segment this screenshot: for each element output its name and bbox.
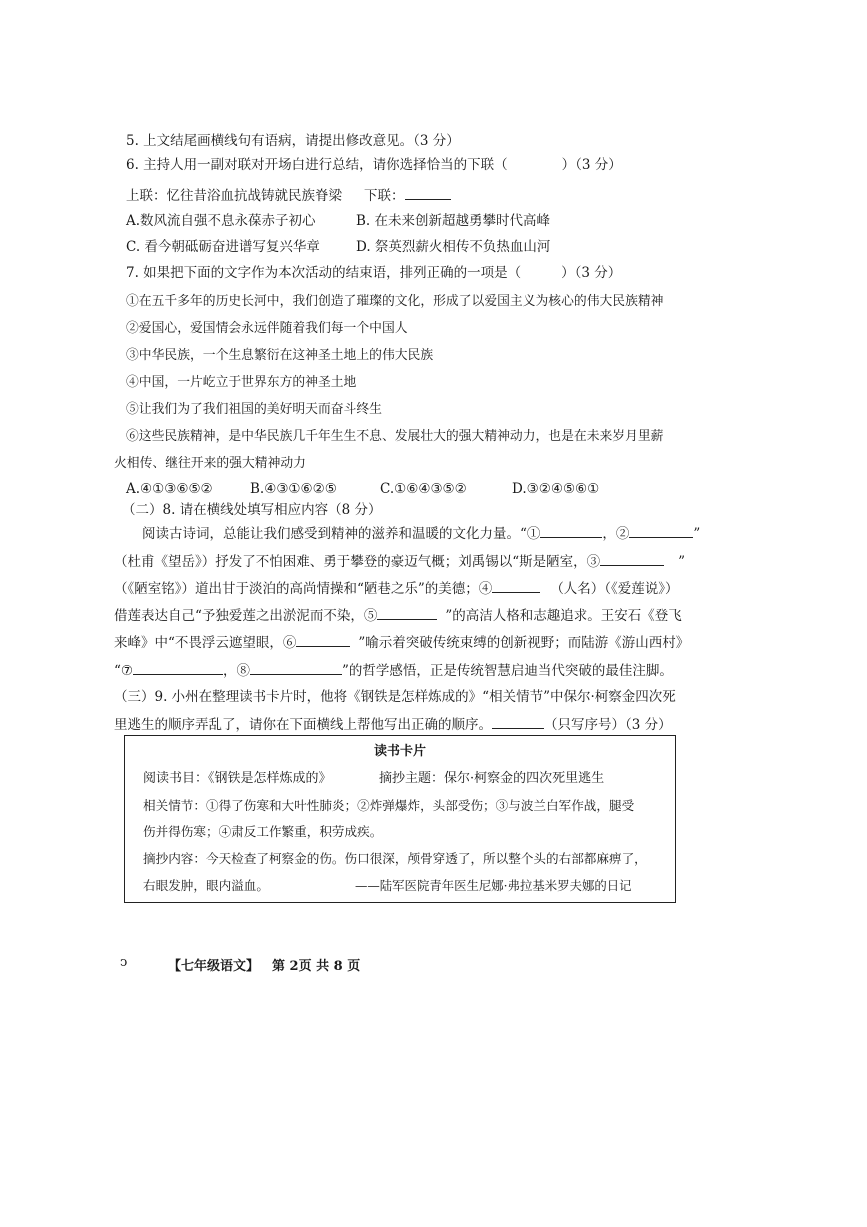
q8-line-4: 借莲表达自己“予独爱莲之出淤泥而不染，⑤ ”的高洁人格和志趣追求。王安石《登飞 <box>114 605 682 626</box>
blank-5[interactable] <box>377 605 437 620</box>
reading-card <box>124 735 676 903</box>
q6-option-d: D. 祭英烈薪火相传不负热血山河 <box>356 239 551 255</box>
blank-2[interactable] <box>629 523 693 538</box>
q8-line-3: （《陋室铭》）道出甘于淡泊的高尚情操和“陋巷之乐”的美德；④ （人名）（《爱莲说》） <box>114 578 679 599</box>
q7-item: ⑤让我们为了我们祖国的美好明天而奋斗终生 <box>126 402 382 417</box>
q8-line-6: “⑦ ，⑧ ”的哲学感悟，正是传统智慧启迪当代突破的最佳注脚。 <box>114 660 673 681</box>
q9-line-1: （三）9. 小州在整理读书卡片时，他将《钢铁是怎样炼成的》“相关情节”中保尔·柯察金四次死 <box>114 689 676 705</box>
q7-item: ①在五千多年的历史长河中，我们创造了璀璨的文化，形成了以爱国主义为核心的伟大民族精神 <box>126 294 664 309</box>
q7-item: ④中国，一片屹立于世界东方的神圣土地 <box>126 375 357 390</box>
card-excerpt-line-2: 右眼发肿，眼内溢血。 <box>143 878 269 893</box>
blank-4[interactable] <box>492 578 540 593</box>
card-book: 阅读书目：《钢铁是怎样炼成的》 <box>143 771 332 786</box>
q7-stem: 7. 如果把下面的文字作为本次活动的结束语，排列正确的一项是（ ）（3 分） <box>126 265 622 281</box>
card-excerpt-line-1: 摘抄内容：今天检查了柯察金的伤。伤口很深，颅骨穿透了，所以整个头的右部都麻痹了， <box>143 851 647 866</box>
q8-line-5: 来峰》中“不畏浮云遮望眼，⑥ ”喻示着突破传统束缚的创新视野；而陆游《游山西村》 <box>114 632 689 653</box>
q6-lower-label: 下联： <box>364 188 405 204</box>
q9-answer-blank[interactable] <box>492 714 544 729</box>
card-title: 读书卡片 <box>373 744 426 759</box>
blank-6[interactable] <box>296 632 350 647</box>
q9-line-2: 里逃生的顺序弄乱了，请你在下面横线上帮他写出正确的顺序。 （只写序号）（3 分） <box>114 714 672 735</box>
q6-stem-text: 6. 主持人用一副对联对开场白进行总结，请你选择恰当的下联（ <box>126 157 508 173</box>
q6-stem <box>126 155 622 175</box>
q7-option-b: B.④③①⑥②⑤ <box>250 481 337 497</box>
q7-item: ③中华民族，一个生息繁衍在这神圣土地上的伟大民族 <box>126 348 434 363</box>
q8-title: （二）8. 请在横线处填写相应内容（8 分） <box>122 502 382 518</box>
blank-1[interactable] <box>540 523 602 538</box>
card-plot-line-2: 伤并得伤寒；④肃反工作繁重，积劳成疾。 <box>143 824 383 839</box>
q6-score: ）（3 分） <box>561 157 622 173</box>
q7-item: ⑥这些民族精神，是中华民族几千年生生不息、发展壮大的强大精神动力，也是在未来岁月里薪 <box>126 429 664 444</box>
footer-subject: 【七年级语文】 <box>168 959 260 974</box>
blank-7[interactable] <box>133 660 223 675</box>
q7-item: 火相传、继往开来的强大精神动力 <box>114 456 306 471</box>
q8-line-1: 阅读古诗词，总能让我们感受到精神的滋养和温暖的文化力量。“① ，② ” <box>142 523 700 544</box>
blank-3[interactable] <box>600 551 664 566</box>
q6-option-c: C. 看今朝砥砺奋进谱写复兴华章 <box>126 239 320 255</box>
blank-8[interactable] <box>250 660 342 675</box>
q7-option-a: A.④①③⑥⑤② <box>126 481 213 497</box>
footer-mark: ↄ <box>120 955 128 970</box>
footer-page-number: 第 2页 共 8 页 <box>272 959 361 974</box>
card-source: ——陆军医院青年医生尼娜·弗拉基米罗夫娜的日记 <box>355 878 632 893</box>
q6-upper-couplet: 上联：忆往昔浴血抗战铸就民族脊梁 下联： <box>126 185 451 206</box>
card-plot-line-1: 相关情节：①得了伤寒和大叶性肺炎；②炸弹爆炸，头部受伤；③与波兰白军作战，腿受 <box>143 798 635 813</box>
q7-item: ②爱国心，爱国情会永远伴随着我们每一个中国人 <box>126 321 408 336</box>
q5-line: 5. 上文结尾画横线句有语病，请提出修改意见。（3 分） <box>126 133 460 149</box>
q6-lower-blank[interactable] <box>405 185 451 200</box>
q8-line-2: （杜甫《望岳》）抒发了不怕困难、勇于攀登的豪迈气概；刘禹锡以“斯是陋室，③ ” <box>114 551 685 572</box>
q6-option-a: A.数风流自强不息永葆赤子初心 <box>126 213 316 229</box>
card-theme: 摘抄主题：保尔·柯察金的四次死里逃生 <box>379 771 605 786</box>
q6-option-b: B. 在未来创新超越勇攀时代高峰 <box>356 213 551 229</box>
q7-option-c: C.①⑥④③⑤② <box>380 481 467 497</box>
q7-option-d: D.③②④⑤⑥① <box>512 481 600 497</box>
